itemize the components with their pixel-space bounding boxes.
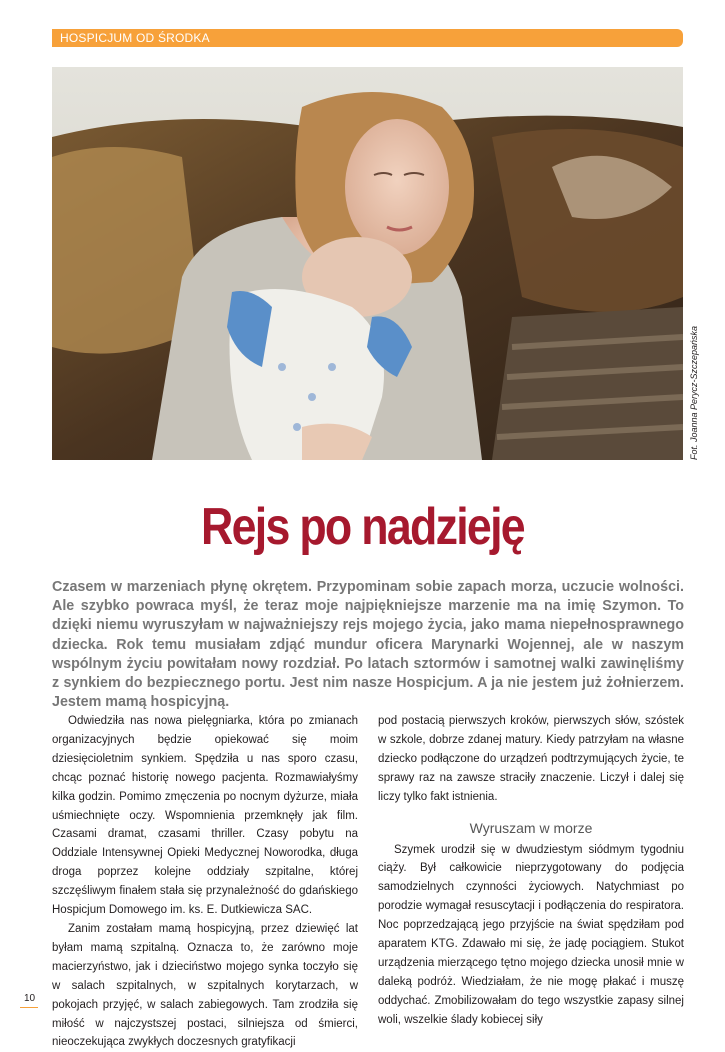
body-paragraph: Szymek urodził się w dwudziestym siódmym tygodniu ciąży. Był całkowicie nieprzygotowany do podjęcia samodzielnych czynności życiowych. Natychmiast po porodzie wymagał resuscytacji i podłączenia do respiratora. Noc poprzedzającą jego przyjście na świat spędziłam pod aparatem KTG. Zdawało mi się, że jadę pociągiem. Stukot urządzenia mierzącego tętno mojego dziecka unosił mnie w daleką podróż. Wiedziałam, że nie mogę płakać i muszę oddychać. Zmobilizowałam do tego wszystkie zapasy silnej woli, wszelkie ślady kobiecej siły <box>378 843 684 1026</box>
mother-holding-baby-photo <box>52 67 683 460</box>
body-paragraph: Zanim zostałam mamą hospicyjną, przez dziewięć lat byłam mamą szpitalną. Oznacza to, że zarówno moje macierzyństwo, jak i dzieciństwo mojego synka toczyło się w salach szpitalnych, w szpitalnych korytarzach, w pokojach przyjęć, w salach zabiegowych. Tam zrodziła się miłość w najczystszej postaci, silniejsza od śmierci, nieoczekująca zwykłych doczesnych gratyfikacji <box>52 922 358 1049</box>
section-subheading: Wyruszam w morze <box>469 819 593 836</box>
body-paragraph: pod postacią pierwszych kroków, pierwszych słów, szóstek w szkole, dobrze zdanej matury. Kiedy patrzyłam na własne dziecko podłączone do urządzeń podtrzymujących życie, te sprawy raz na zawsze straciły znaczenie. Liczył i dalej się liczy tylko fakt istnienia. <box>378 715 684 803</box>
left-column <box>52 712 358 1052</box>
right-column <box>378 712 684 1030</box>
section-header-bar <box>52 29 683 47</box>
page-number: 10 <box>24 993 36 1004</box>
article-photo <box>52 67 683 460</box>
page-number-rule <box>20 1007 38 1008</box>
article-title: Rejs po nadzieję <box>201 498 524 556</box>
photo-credit: Fot. Joanna Perycz-Szczepańska <box>689 325 699 460</box>
body-paragraph: Odwiedziła nas nowa pielęgniarka, która po zmianach organizacyjnych będzie opiekować się moim dziesięcioletnim synkiem. Spędziła u nas sporo czasu, chcąc poznać historię nowego pacjenta. Rozmawiałyśmy kilka godzin. Pomimo zmęczenia po nocnym dyżurze, miała uśmiechnięte oczy. Wspomnienia przemknęły jak film. Czasami dramat, czasami thriller. Czasy pobytu na Oddziale Intensywnej Opieki Medycznej Noworodka, długa droga poprzez kolejne oddziały szpitalne, której szczęśliwym finałem stała się przynależność do gdańskiego Hospicjum Domowego im. ks. E. Dutkiewicza SAC. <box>52 715 358 917</box>
section-label: HOSPICJUM OD ŚRODKA <box>60 31 210 45</box>
article-lead: Czasem w marzeniach płynę okrętem. Przypominam sobie zapach morza, uczucie wolności. Ale szybko powraca myśl, że teraz moje najpiękniejsze marzenie ma na imię Szymon. To dzięki niemu wyruszyłam w najważniejszy rejs mojego życia, jako mama niepełnosprawnego dziecka. Rok temu musiałam zdjąć mundur oficera Marynarki Wojennej, ale w naszym wspólnym życiu powitałam nowy rozdział. Po latach sztormów i samotnej walki zawinęliśmy z synkiem do bezpiecznego portu. Jest nim nasze Hospicjum. A ja nie jestem już żołnierzem. Jestem mamą hospicyjną. <box>52 579 684 711</box>
